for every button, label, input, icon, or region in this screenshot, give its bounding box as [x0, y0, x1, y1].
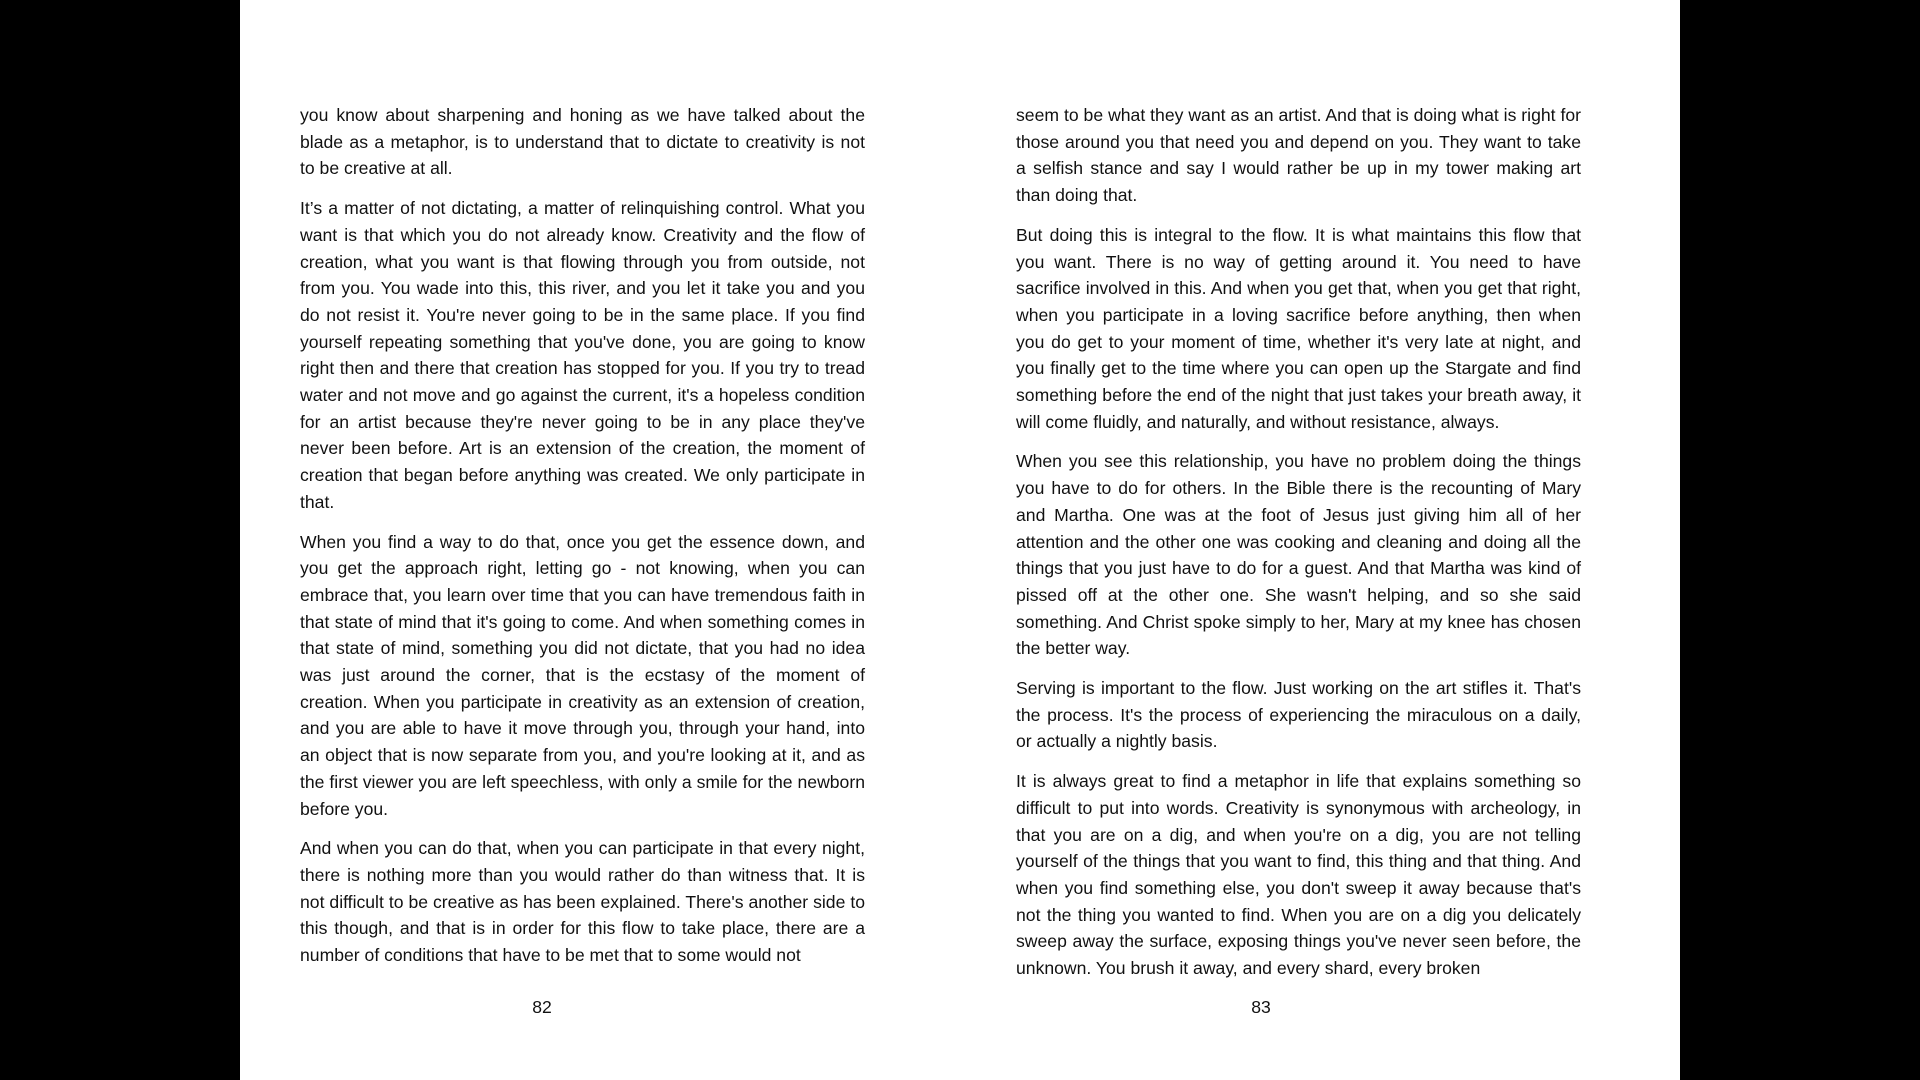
page-text	[1016, 102, 1581, 995]
paragraph: When you see this relationship, you have no problem doing the things you have to do for others. In the Bible there is the recounting of Mary and Martha. One was at the foot of Jesus just giving him all of her attention and the other one was cooking and cleaning and doing all the things that you just have to do for a guest. And that Martha was kind of pissed off at the other one. She wasn't helping, and so she said something. And Christ spoke simply to her, Mary at my knee has chosen the better way.	[1016, 451, 1581, 659]
paragraph: And when you can do that, when you can participate in that every night, there is nothing more than you would rather do than witness that. It is not difficult to be creative as has been explained. There's another side to this though, and that is in order for this flow to take place, there are a number of conditions that have to be met that to some would not	[300, 838, 865, 966]
page-right	[960, 0, 1680, 1080]
paragraph: But doing this is integral to the flow. It is what maintains this flow that you want. There is no way of getting around it. You need to have sacrifice involved in this. And when you get that, when you get that right, when you participate in a loving sacrifice before anything, then when you do get to your moment of time, whether it's very late at night, and you finally get to the time where you can open up the Stargate and find something before the end of the night that just takes your breath away, it will come fluidly, and naturally, and without resistance, always.	[1016, 224, 1581, 432]
book-spread	[240, 0, 1680, 1080]
page-number: 83	[1251, 997, 1271, 1017]
paragraph: you know about sharpening and honing as we have talked about the blade as a metaphor, is to understand that to dictate to creativity is not to be creative at all.	[300, 105, 865, 179]
page-number: 82	[532, 997, 552, 1017]
paragraph: When you find a way to do that, once you get the essence down, and you get the approach right, letting go - not knowing, when you can embrace that, you learn over time that you can have tremendous faith in that state of mind that it's going to come. And when something comes in that state of mind, something you did not dictate, that you had no idea was just around the corner, that is the ecstasy of the moment of creation. When you participate in creativity as an extension of creation, and you are able to have it move through you, through your hand, into an object that is now separate from you, and you're looking at it, and as the first viewer you are left speechless, with only a smile for the newborn before you.	[300, 531, 865, 819]
page-text	[300, 102, 865, 982]
paragraph: Serving is important to the flow. Just working on the art stifles it. That's the process. It's the process of experiencing the miraculous on a daily, or actually a nightly basis.	[1016, 678, 1581, 752]
paragraph: It is always great to find a metaphor in life that explains something so difficult to put into words. Creativity is synonymous with archeology, in that you are on a dig, and when you're on a dig, you are not telling yourself of the things that you want to find, this thing and that thing. And when you find something else, you don't sweep it away because that's not the thing you wanted to find. When you are on a dig you delicately sweep away the surface, exposing things you've never seen before, the unknown. You brush it away, and every shard, every broken	[1016, 771, 1581, 979]
paragraph: seem to be what they want as an artist. And that is doing what is right for those around you that need you and depend on you. They want to take a selfish stance and say I would rather be up in my tower making art than doing that.	[1016, 105, 1581, 206]
paragraph: It’s a matter of not dictating, a matter of relinquishing control. What you want is that which you do not already know. Creativity and the flow of creation, what you want is that flowing through you from outside, not from you. You wade into this, this river, and you let it take you and you do not resist it. You're never going to be in the same place. If you find yourself repeating something that you've done, you are going to know right then and there that creation has stopped for you. If you try to tread water and not move and go against the current, it's a hopeless condition for an artist because they're never going to be in any place they've never been before. Art is an extension of the creation, the moment of creation that began before anything was created. We only participate in that.	[300, 198, 865, 512]
page-left	[240, 0, 960, 1080]
